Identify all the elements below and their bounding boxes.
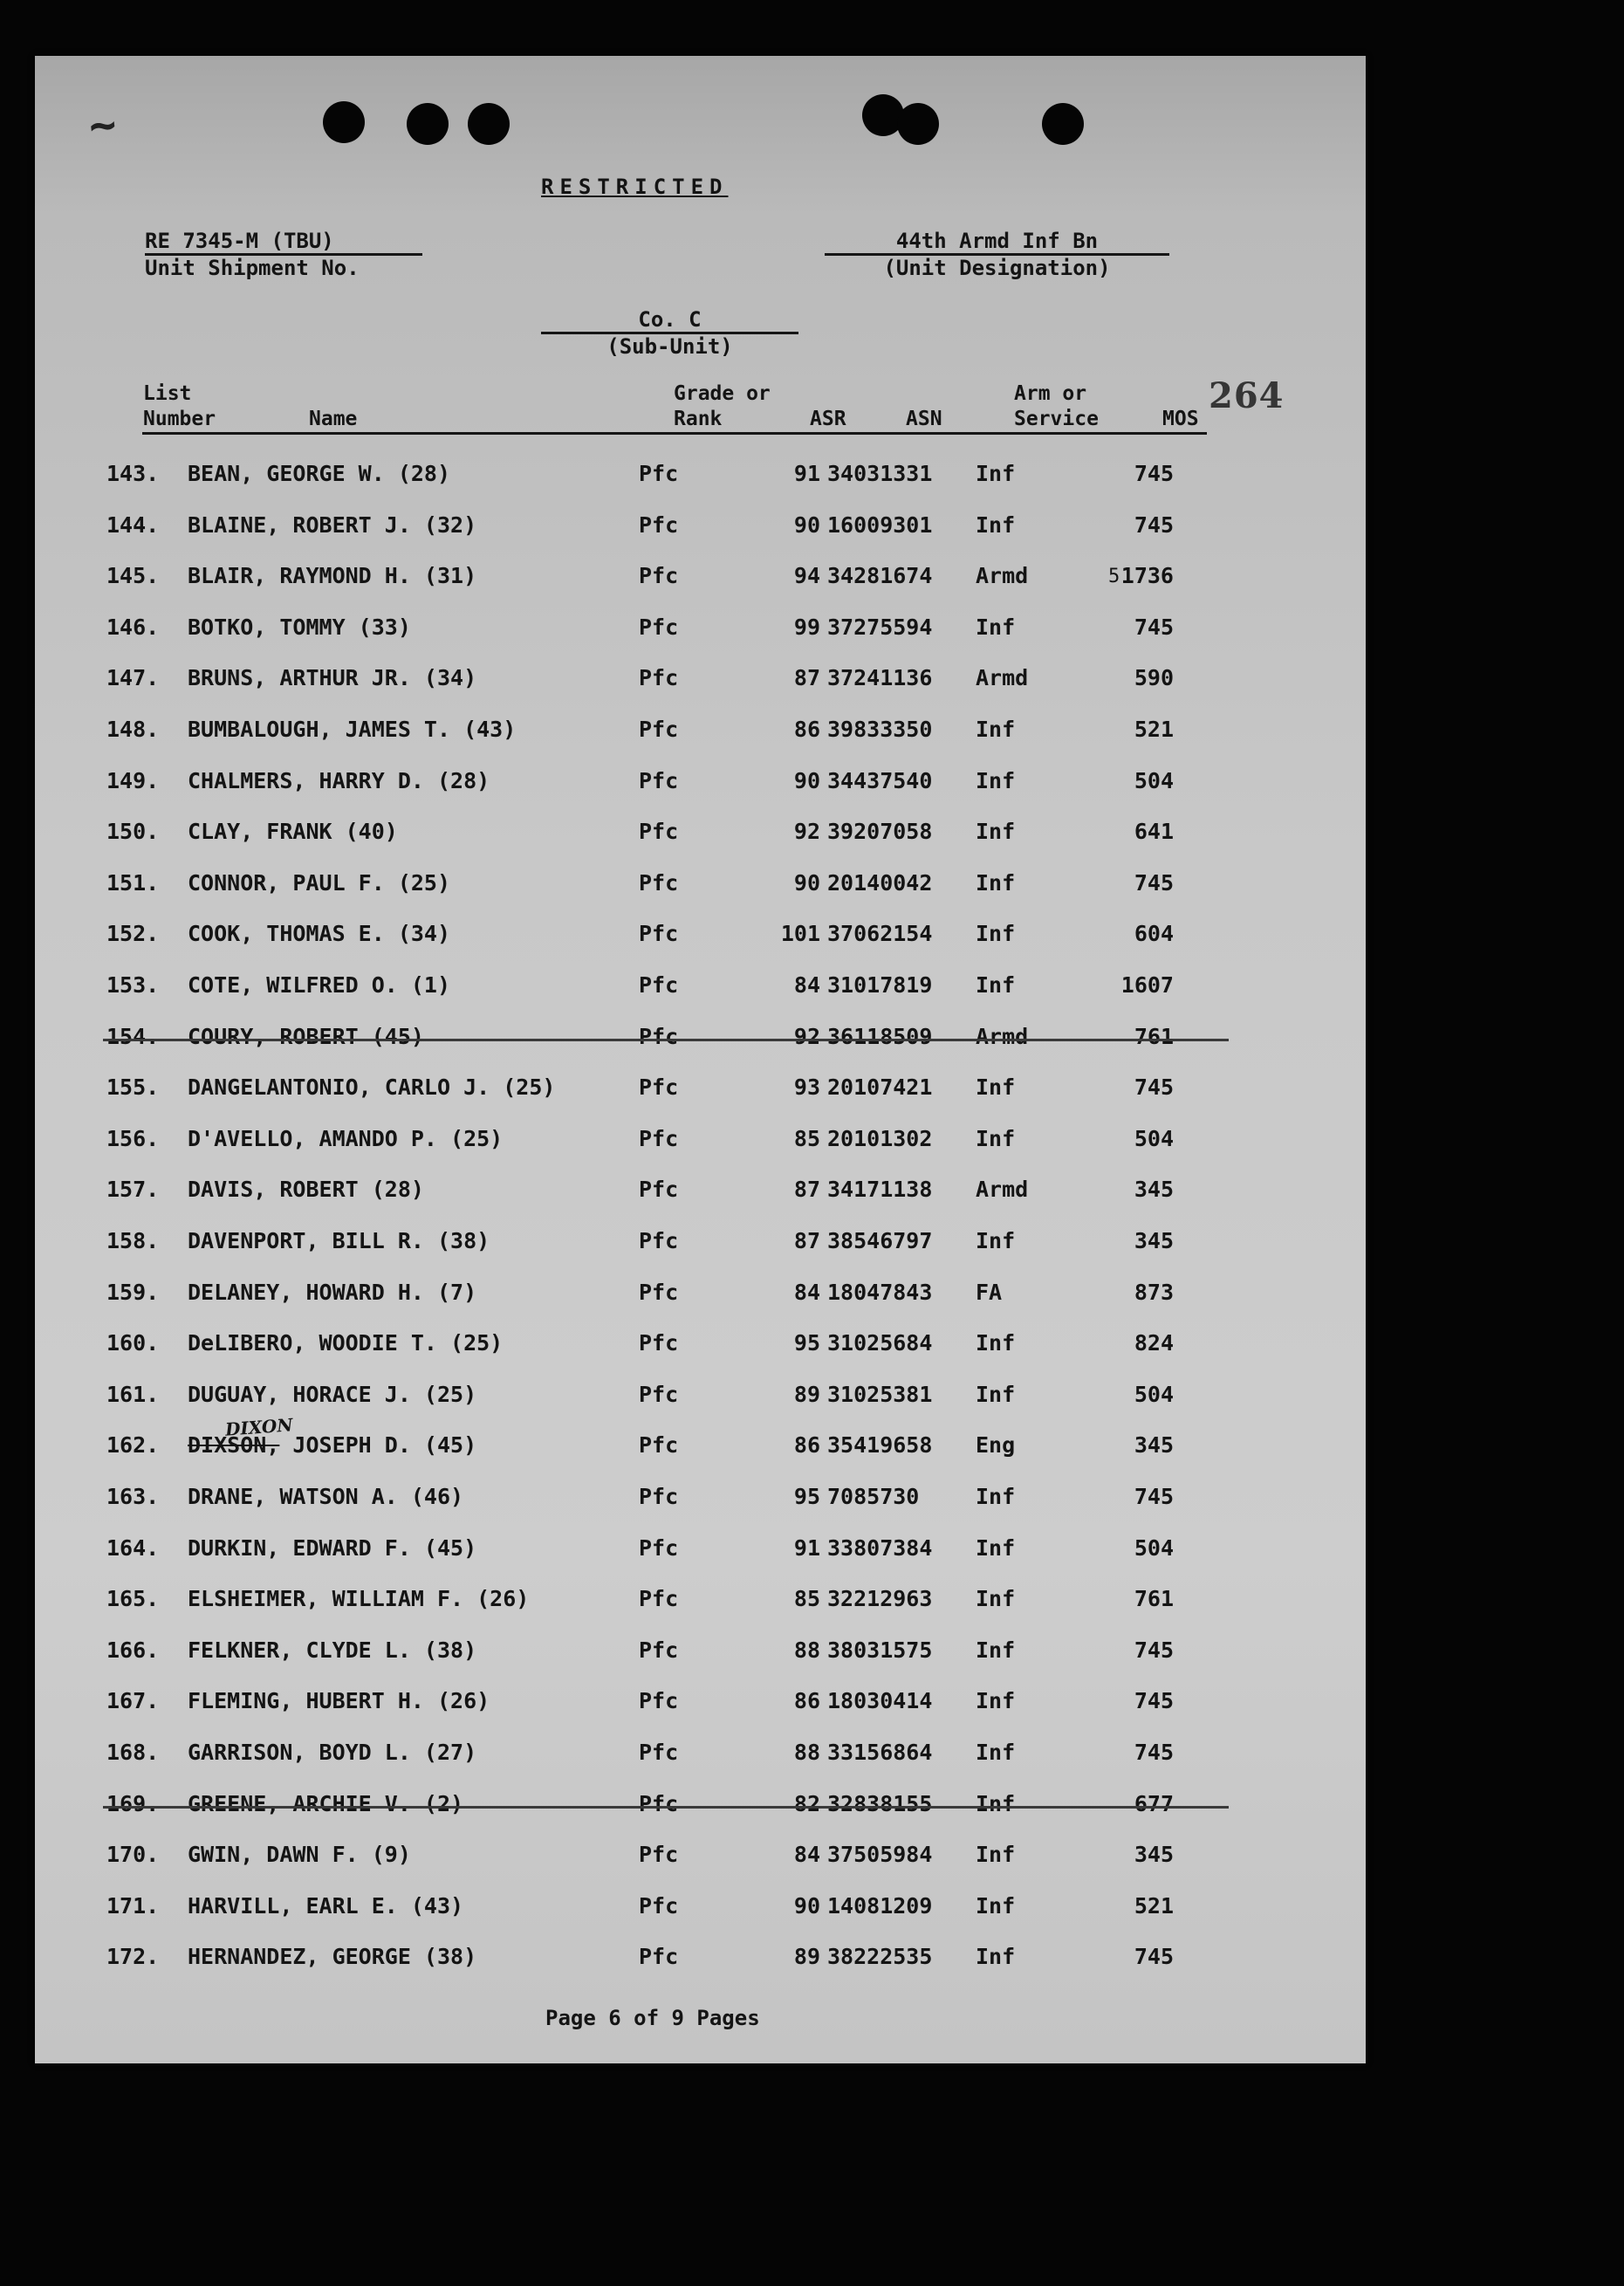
roster-row — [0, 1228, 1331, 1263]
grade-cell: Pfc — [639, 1637, 679, 1663]
roster-row — [0, 819, 1331, 854]
mos-cell: 745 — [1134, 614, 1174, 640]
roster-row — [0, 1586, 1331, 1621]
roster-row — [0, 1842, 1331, 1877]
name-cell: FELKNER, CLYDE L. (38) — [188, 1637, 477, 1663]
asn-cell: 7085730 — [827, 1484, 920, 1509]
name-cell: COTE, WILFRED O. (1) — [188, 972, 451, 998]
roster-row — [0, 1177, 1331, 1212]
name-cell: COOK, THOMAS E. (34) — [188, 921, 451, 946]
sub-unit-field — [541, 307, 798, 359]
roster-row — [0, 1024, 1331, 1059]
mos-cell: 345 — [1134, 1842, 1174, 1867]
mos-cell: 345 — [1134, 1432, 1174, 1458]
punch-hole — [1042, 103, 1084, 145]
grade-cell: Pfc — [639, 1791, 679, 1816]
header-text: Service — [1014, 408, 1099, 430]
list-number: 157. — [106, 1177, 160, 1202]
asn-cell: 31017819 — [827, 972, 933, 998]
mos-cell: 504 — [1134, 1382, 1174, 1407]
list-number: 145. — [106, 563, 160, 588]
grade-cell: Pfc — [639, 1024, 679, 1049]
asn-cell: 14081209 — [827, 1893, 933, 1919]
asr-cell: 84 — [793, 1842, 820, 1867]
asr-cell: 87 — [793, 1177, 820, 1202]
list-number: 163. — [106, 1484, 160, 1509]
list-number: 161. — [106, 1382, 160, 1407]
roster-row — [0, 1944, 1331, 1979]
grade-cell: Pfc — [639, 1177, 679, 1202]
asr-cell: 87 — [793, 665, 820, 690]
name-cell: GREENE, ARCHIE V. (2) — [188, 1791, 464, 1816]
roster-row — [0, 563, 1331, 598]
asn-cell: 34031331 — [827, 461, 933, 486]
mos-cell: 504 — [1134, 1535, 1174, 1561]
grade-cell: Pfc — [639, 614, 679, 640]
arm-cell: Inf — [976, 1586, 1016, 1611]
arm-cell: Inf — [976, 614, 1016, 640]
name-cell: FLEMING, HUBERT H. (26) — [188, 1688, 490, 1713]
grade-cell: Pfc — [639, 717, 679, 742]
grade-cell: Pfc — [639, 1280, 679, 1305]
mos-cell: 745 — [1134, 512, 1174, 538]
handwritten-correction: DIXON — [224, 1414, 294, 1440]
list-number: 158. — [106, 1228, 160, 1253]
unit-designation-field — [825, 229, 1169, 280]
arm-cell: Inf — [976, 512, 1016, 538]
list-number: 144. — [106, 512, 160, 538]
roster-row — [0, 921, 1331, 956]
roster-row — [0, 717, 1331, 752]
roster-row — [0, 1330, 1331, 1365]
asn-cell: 16009301 — [827, 512, 933, 538]
name-cell: D'AVELLO, AMANDO P. (25) — [188, 1126, 504, 1151]
list-number: 147. — [106, 665, 160, 690]
grade-cell: Pfc — [639, 1842, 679, 1867]
mos-cell: 745 — [1134, 1484, 1174, 1509]
asr-cell: 92 — [793, 819, 820, 844]
header-text: Rank — [674, 408, 723, 430]
list-number: 156. — [106, 1126, 160, 1151]
strike-through-line — [103, 1806, 1229, 1809]
header-rule — [142, 432, 1207, 435]
mos-cell: 1607 — [1120, 972, 1174, 998]
unit-shipment-value: RE 7345-M (TBU) — [145, 229, 334, 253]
arm-cell: Inf — [976, 1535, 1016, 1561]
asr-cell: 88 — [793, 1637, 820, 1663]
grade-cell: Pfc — [639, 1126, 679, 1151]
arm-cell: Inf — [976, 768, 1016, 793]
asr-cell: 101 — [780, 921, 820, 946]
grade-cell: Pfc — [639, 972, 679, 998]
grade-cell: Pfc — [639, 461, 679, 486]
arm-cell: Armd — [976, 1024, 1029, 1049]
asr-cell: 86 — [793, 717, 820, 742]
name-cell: DAVIS, ROBERT (28) — [188, 1177, 424, 1202]
grade-cell: Pfc — [639, 1740, 679, 1765]
roster-row — [0, 461, 1331, 496]
arm-cell: Inf — [976, 1791, 1016, 1816]
arm-cell: Inf — [976, 1637, 1016, 1663]
asn-cell: 20101302 — [827, 1126, 933, 1151]
asn-cell: 37275594 — [827, 614, 933, 640]
list-number: 151. — [106, 870, 160, 896]
list-number: 152. — [106, 921, 160, 946]
grade-cell: Pfc — [639, 1893, 679, 1919]
arm-cell: Inf — [976, 1842, 1016, 1867]
grade-cell: Pfc — [639, 1382, 679, 1407]
asn-cell: 33807384 — [827, 1535, 933, 1561]
list-number: 169. — [106, 1791, 160, 1816]
asr-cell: 95 — [793, 1330, 820, 1356]
name-cell: GARRISON, BOYD L. (27) — [188, 1740, 477, 1765]
asr-cell: 94 — [793, 563, 820, 588]
roster-row — [0, 665, 1331, 700]
arm-cell: Armd — [976, 1177, 1029, 1202]
strike-through-line — [103, 1039, 1229, 1041]
list-number: 155. — [106, 1074, 160, 1100]
roster-row — [0, 1484, 1331, 1519]
grade-cell: Pfc — [639, 1228, 679, 1253]
arm-cell: Inf — [976, 717, 1016, 742]
arm-cell: FA — [976, 1280, 1003, 1305]
name-cell: CONNOR, PAUL F. (25) — [188, 870, 451, 896]
roster-row — [0, 1791, 1331, 1826]
grade-cell: Pfc — [639, 665, 679, 690]
name-cell: BOTKO, TOMMY (33) — [188, 614, 411, 640]
arm-cell: Inf — [976, 1944, 1016, 1969]
grade-cell: Pfc — [639, 921, 679, 946]
grade-cell: Pfc — [639, 1586, 679, 1611]
list-number: 149. — [106, 768, 160, 793]
list-number: 159. — [106, 1280, 160, 1305]
grade-cell: Pfc — [639, 1688, 679, 1713]
header-grade — [674, 381, 771, 432]
grade-cell: Pfc — [639, 768, 679, 793]
header-mos: MOS — [1162, 408, 1199, 430]
mos-cell: 521 — [1134, 717, 1174, 742]
asr-cell: 85 — [793, 1126, 820, 1151]
list-number: 166. — [106, 1637, 160, 1663]
mos-cell: 745 — [1134, 1944, 1174, 1969]
asn-cell: 39833350 — [827, 717, 933, 742]
asr-cell: 92 — [793, 1024, 820, 1049]
asn-cell: 34281674 — [827, 563, 933, 588]
grade-cell: Pfc — [639, 1484, 679, 1509]
list-number: 160. — [106, 1330, 160, 1356]
asr-cell: 89 — [793, 1944, 820, 1969]
name-cell: BLAINE, ROBERT J. (32) — [188, 512, 477, 538]
list-number: 165. — [106, 1586, 160, 1611]
name-cell: HARVILL, EARL E. (43) — [188, 1893, 464, 1919]
mos-cell: 761 — [1134, 1586, 1174, 1611]
header-text: Grade or — [674, 382, 771, 405]
name-cell: BLAIR, RAYMOND H. (31) — [188, 563, 477, 588]
name-cell: DUGUAY, HORACE J. (25) — [188, 1382, 477, 1407]
grade-cell: Pfc — [639, 512, 679, 538]
header-text: Arm or — [1014, 382, 1087, 405]
mos-cell: 504 — [1134, 768, 1174, 793]
mos-cell: 761 — [1134, 1024, 1174, 1049]
grade-cell: Pfc — [639, 1944, 679, 1969]
sub-unit-value: Co. C — [638, 307, 702, 332]
arm-cell: Inf — [976, 1484, 1016, 1509]
name-cell: DANGELANTONIO, CARLO J. (25) — [188, 1074, 556, 1100]
asn-cell: 36118509 — [827, 1024, 933, 1049]
list-number: 153. — [106, 972, 160, 998]
asr-cell: 90 — [793, 512, 820, 538]
unit-shipment-label: Unit Shipment No. — [145, 256, 360, 280]
list-number: 143. — [106, 461, 160, 486]
roster-row — [0, 1280, 1331, 1315]
list-number: 171. — [106, 1893, 160, 1919]
mos-cell: 641 — [1134, 819, 1174, 844]
roster-row — [0, 614, 1331, 649]
mos-cell: 745 — [1134, 1740, 1174, 1765]
arm-cell: Inf — [976, 1126, 1016, 1151]
page-footer: Page 6 of 9 Pages — [545, 2006, 760, 2030]
arm-cell: Armd — [976, 665, 1029, 690]
grade-cell: Pfc — [639, 1330, 679, 1356]
asn-cell: 35419658 — [827, 1432, 933, 1458]
grade-cell: Pfc — [639, 870, 679, 896]
roster-row — [0, 768, 1331, 803]
mos-cell: 824 — [1134, 1330, 1174, 1356]
asn-cell: 38031575 — [827, 1637, 933, 1663]
punch-hole — [323, 101, 365, 143]
asr-cell: 85 — [793, 1586, 820, 1611]
margin-mark: 5 — [1108, 566, 1120, 587]
roster-row — [0, 1382, 1331, 1417]
grade-cell: Pfc — [639, 819, 679, 844]
asr-cell: 90 — [793, 1893, 820, 1919]
asn-cell: 37505984 — [827, 1842, 933, 1867]
arm-cell: Inf — [976, 819, 1016, 844]
name-cell: HERNANDEZ, GEORGE (38) — [188, 1944, 477, 1969]
unit-shipment-field — [145, 229, 422, 280]
asn-cell: 34171138 — [827, 1177, 933, 1202]
asr-cell: 89 — [793, 1382, 820, 1407]
name-cell: BEAN, GEORGE W. (28) — [188, 461, 451, 486]
asn-cell: 18047843 — [827, 1280, 933, 1305]
arm-cell: Inf — [976, 1740, 1016, 1765]
asr-cell: 93 — [793, 1074, 820, 1100]
asn-cell: 32212963 — [827, 1586, 933, 1611]
arm-cell: Inf — [976, 461, 1016, 486]
punch-hole — [468, 103, 510, 145]
asn-cell: 37241136 — [827, 665, 933, 690]
mos-cell: 745 — [1134, 1688, 1174, 1713]
header-text: List — [143, 382, 192, 405]
mos-cell: 345 — [1134, 1228, 1174, 1253]
name-cell: DAVENPORT, BILL R. (38) — [188, 1228, 490, 1253]
list-number: 154. — [106, 1024, 160, 1049]
name-cell: DELANEY, HOWARD H. (7) — [188, 1280, 477, 1305]
asr-cell: 88 — [793, 1740, 820, 1765]
list-number: 172. — [106, 1944, 160, 1969]
mos-cell: 504 — [1134, 1126, 1174, 1151]
name-cell: CHALMERS, HARRY D. (28) — [188, 768, 490, 793]
arm-cell: Inf — [976, 870, 1016, 896]
grade-cell: Pfc — [639, 1535, 679, 1561]
list-number: 168. — [106, 1740, 160, 1765]
name-cell: BUMBALOUGH, JAMES T. (43) — [188, 717, 517, 742]
name-cell: DeLIBERO, WOODIE T. (25) — [188, 1330, 504, 1356]
arm-cell: Inf — [976, 972, 1016, 998]
asr-cell: 84 — [793, 972, 820, 998]
roster-row — [0, 1535, 1331, 1570]
mos-cell: 590 — [1134, 665, 1174, 690]
header-name: Name — [309, 408, 358, 430]
asr-cell: 86 — [793, 1688, 820, 1713]
asn-cell: 20140042 — [827, 870, 933, 896]
arm-cell: Inf — [976, 1330, 1016, 1356]
arm-cell: Inf — [976, 921, 1016, 946]
name-cell: DRANE, WATSON A. (46) — [188, 1484, 464, 1509]
asr-cell: 87 — [793, 1228, 820, 1253]
list-number: 162. — [106, 1432, 160, 1458]
mos-cell: 745 — [1134, 870, 1174, 896]
arm-cell: Inf — [976, 1688, 1016, 1713]
roster-row — [0, 870, 1331, 905]
asn-cell: 39207058 — [827, 819, 933, 844]
sub-unit-label: (Sub-Unit) — [606, 334, 733, 359]
header-arm — [1014, 381, 1099, 432]
arm-cell: Eng — [976, 1432, 1016, 1458]
mos-cell: 873 — [1134, 1280, 1174, 1305]
unit-designation-value: 44th Armd Inf Bn — [895, 229, 1099, 253]
roster-row — [0, 1893, 1331, 1928]
list-number: 170. — [106, 1842, 160, 1867]
asr-cell: 91 — [793, 1535, 820, 1561]
asn-cell: 32838155 — [827, 1791, 933, 1816]
list-number: 164. — [106, 1535, 160, 1561]
arm-cell: Inf — [976, 1382, 1016, 1407]
grade-cell: Pfc — [639, 1432, 679, 1458]
header-asr: ASR — [810, 408, 846, 430]
name-cell: CLAY, FRANK (40) — [188, 819, 398, 844]
name-cell: GWIN, DAWN F. (9) — [188, 1842, 411, 1867]
list-number: 167. — [106, 1688, 160, 1713]
roster-row — [0, 512, 1331, 547]
roster-row — [0, 1688, 1331, 1723]
roster-row — [0, 1126, 1331, 1161]
asr-cell: 90 — [793, 768, 820, 793]
asr-cell: 99 — [793, 614, 820, 640]
asn-cell: 20107421 — [827, 1074, 933, 1100]
mos-cell: 745 — [1134, 1637, 1174, 1663]
name-cell: ELSHEIMER, WILLIAM F. (26) — [188, 1586, 530, 1611]
list-number: 148. — [106, 717, 160, 742]
asn-cell: 31025684 — [827, 1330, 933, 1356]
mos-cell: 677 — [1134, 1791, 1174, 1816]
punch-hole — [897, 103, 939, 145]
asn-cell: 38222535 — [827, 1944, 933, 1969]
name-cell: DURKIN, EDWARD F. (45) — [188, 1535, 477, 1561]
list-number: 146. — [106, 614, 160, 640]
arm-cell: Inf — [976, 1074, 1016, 1100]
header-asn: ASN — [906, 408, 942, 430]
asr-cell: 91 — [793, 461, 820, 486]
mos-cell: 521 — [1134, 1893, 1174, 1919]
asn-cell: 18030414 — [827, 1688, 933, 1713]
name-cell: COURY, ROBERT (45) — [188, 1024, 424, 1049]
asn-cell: 34437540 — [827, 768, 933, 793]
classification-heading: RESTRICTED — [541, 175, 729, 199]
punch-hole — [407, 103, 449, 145]
name-rest: JOSEPH D. (45) — [279, 1432, 477, 1458]
asr-cell: 82 — [793, 1791, 820, 1816]
header-list-number — [143, 381, 216, 432]
mos-cell: 745 — [1134, 461, 1174, 486]
mos-cell: 604 — [1134, 921, 1174, 946]
header-text: Number — [143, 408, 216, 430]
grade-cell: Pfc — [639, 1074, 679, 1100]
mos-cell: 345 — [1134, 1177, 1174, 1202]
arm-cell: Inf — [976, 1893, 1016, 1919]
asr-cell: 86 — [793, 1432, 820, 1458]
roster-row — [0, 1414, 1331, 1467]
page-number-stamp: 264 — [1209, 375, 1285, 416]
asn-cell: 33156864 — [827, 1740, 933, 1765]
list-number: 150. — [106, 819, 160, 844]
arm-cell: Inf — [976, 1228, 1016, 1253]
asr-cell: 90 — [793, 870, 820, 896]
struck-name: DIXSON, — [188, 1432, 280, 1458]
arm-cell: Armd — [976, 563, 1029, 588]
grade-cell: Pfc — [639, 563, 679, 588]
roster-row — [0, 972, 1331, 1007]
asn-cell: 31025381 — [827, 1382, 933, 1407]
unit-designation-label: (Unit Designation) — [883, 256, 1111, 280]
asr-cell: 95 — [793, 1484, 820, 1509]
asn-cell: 37062154 — [827, 921, 933, 946]
roster-row — [0, 1637, 1331, 1672]
roster-row — [0, 1740, 1331, 1775]
mos-cell: 745 — [1134, 1074, 1174, 1100]
asn-cell: 38546797 — [827, 1228, 933, 1253]
asr-cell: 84 — [793, 1280, 820, 1305]
name-cell: BRUNS, ARTHUR JR. (34) — [188, 665, 477, 690]
mos-cell: 1736 — [1120, 563, 1174, 588]
pen-mark: ~ — [86, 98, 120, 154]
roster-row — [0, 1074, 1331, 1109]
